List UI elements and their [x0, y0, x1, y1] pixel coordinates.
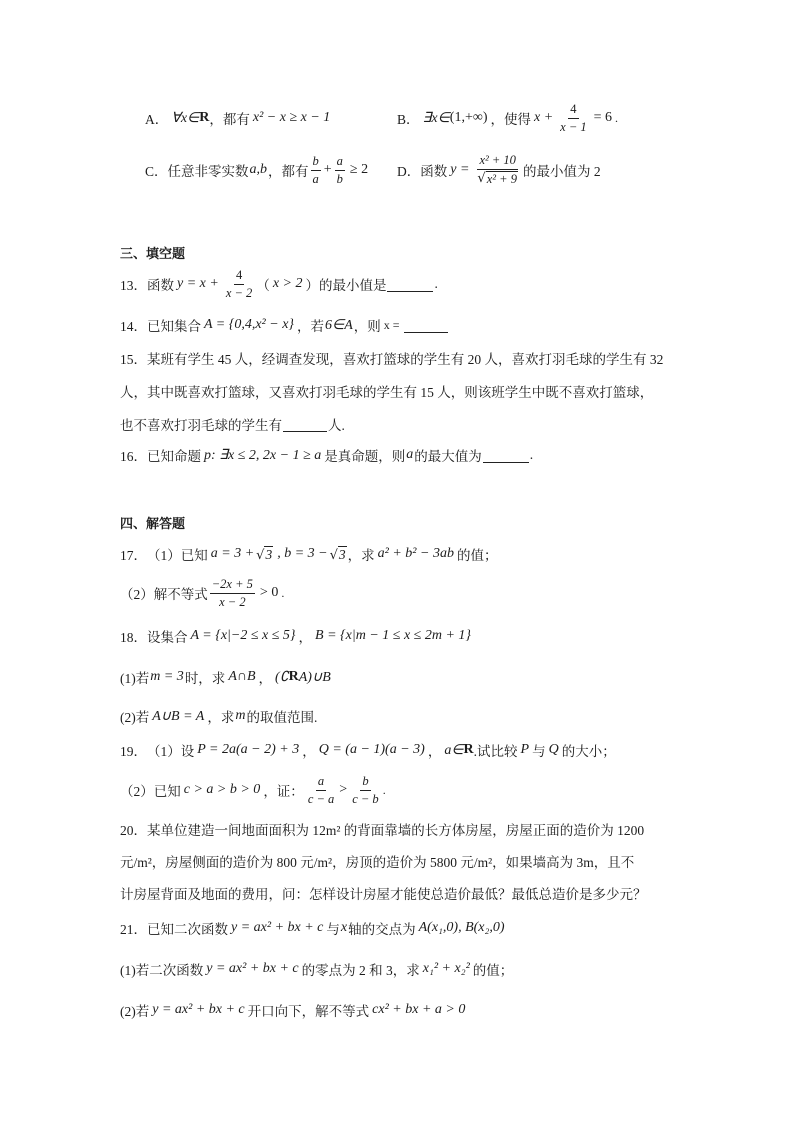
question-19-part-2	[120, 769, 386, 811]
question-21-number: 21．	[120, 922, 147, 937]
question-21-axis: x	[340, 920, 348, 935]
option-b-text: ，使得	[490, 112, 531, 127]
option-c-fraction-2-denominator: b	[336, 171, 343, 186]
sqrt-symbol: √	[477, 171, 486, 187]
option-d-label: D．	[397, 164, 421, 179]
question-17-numerator: −2x + 5	[210, 577, 255, 594]
option-c-vars: a,b	[249, 162, 268, 177]
question-17-sqrt-2	[330, 546, 347, 563]
question-17-part-1	[120, 539, 497, 569]
option-b-denominator: x − 1	[560, 119, 587, 134]
question-19-q: Q	[548, 742, 559, 757]
option-a-label: A．	[145, 112, 169, 127]
question-13-paren-close: ）	[305, 278, 319, 293]
question-17-radicand-1: 3	[265, 546, 273, 562]
question-18-part-2-condition: A∪B = A	[152, 708, 205, 724]
question-13-condition: x > 2	[272, 276, 303, 291]
option-d-text: 函数	[420, 164, 448, 179]
question-19-fraction-1-numerator: a	[316, 774, 326, 791]
option-a-inequality: x² − x ≥ x − 1	[252, 110, 331, 125]
question-18-part-2-text: ，求	[207, 710, 235, 725]
question-19-domain: a∈	[444, 742, 464, 758]
question-17-b-expression: , b = 3 −	[277, 546, 328, 561]
question-16-period: .	[529, 447, 534, 462]
question-21-part-2-label: (2)若	[120, 1004, 150, 1019]
question-21-text-3: 轴的交点为	[348, 922, 416, 937]
question-20-text-3: 计房屋背面及地面的费用，问：怎样设计房屋才能使总造价最低？最低总造价是多少元？	[120, 887, 647, 902]
question-19-q-expression: Q = (a − 1)(a − 3)	[318, 742, 425, 757]
question-19-fraction-2-numerator: b	[360, 774, 370, 791]
option-c-rhs: ≥ 2	[349, 162, 369, 177]
option-b	[397, 97, 618, 139]
question-19-text-2: 的大小；	[561, 744, 616, 759]
question-20-line-2	[120, 846, 634, 876]
question-18-part-1-text: 时，求	[184, 671, 226, 686]
question-15-line-1	[120, 343, 663, 373]
question-16-text-2: 是真命题，则	[324, 449, 406, 464]
question-15-text-2: 人，其中既喜欢打篮球，又喜欢打羽毛球的学生有 15 人，则该班学生中既不喜欢打篮球，	[120, 385, 654, 400]
question-20-line-1	[120, 814, 644, 844]
question-17-text: ，求	[347, 548, 375, 563]
option-d-lhs: y =	[450, 162, 470, 177]
question-16-number: 16．	[120, 449, 147, 464]
question-18-part-1-complement-open: (∁	[275, 669, 289, 685]
question-21-part-2-text: 开口向下，解不等式	[247, 1004, 370, 1019]
question-18-part-1-label: (1)若	[120, 671, 150, 686]
option-c-fraction-2-numerator: a	[335, 154, 345, 171]
question-17-radicand-2: 3	[338, 546, 346, 562]
question-21-points: A(x₁,0), B(x₂,0)	[418, 920, 505, 935]
option-b-interval: (1,+∞)	[449, 110, 488, 125]
question-18-part-1-comma: ，	[258, 671, 273, 686]
question-19-domain-set: R	[463, 742, 474, 757]
question-15-answer-blank	[283, 417, 327, 432]
question-15-text-3: 也不喜欢打羽毛球的学生有	[120, 418, 282, 433]
question-18-part-1-intersection: A∩B	[228, 669, 256, 684]
question-19-fraction-1	[306, 774, 336, 807]
question-17-part-2	[120, 572, 284, 614]
option-d-text-2: 的最小值为 2	[522, 164, 601, 179]
question-13-text-2: 的最小值是	[318, 278, 387, 293]
question-16-text-3: 的最大值为	[414, 449, 482, 464]
option-b-rhs: = 6	[593, 110, 613, 125]
question-14-set: A = {0,4,x² − x}	[204, 317, 295, 332]
option-a-text: ，都有	[209, 112, 250, 127]
question-17-denominator: x − 2	[219, 594, 246, 609]
option-d-radicand: x² + 9	[486, 172, 517, 186]
question-13-answer-blank	[387, 277, 433, 292]
option-b-numerator: 4	[568, 102, 578, 119]
question-19-comma-1: ，	[302, 744, 316, 759]
question-17-fraction	[210, 577, 255, 610]
question-19-fraction-2	[350, 774, 380, 807]
question-19-prove: ，证：	[263, 784, 304, 799]
question-19-and: 与	[532, 744, 546, 759]
question-19-part-1	[120, 735, 616, 765]
question-21-part-1-label: (1)若二次函数	[120, 963, 204, 978]
option-d-sqrt	[477, 171, 518, 187]
sqrt-symbol: √	[329, 547, 338, 563]
question-16-proposition: p: ∃x ≤ 2, 2x − 1 ≥ a	[204, 447, 322, 463]
question-19-greater-than: >	[339, 782, 348, 797]
question-16-text: 已知命题	[147, 449, 201, 464]
section-title-solutions	[120, 507, 185, 537]
question-19-comma-2: ，	[427, 744, 442, 759]
question-14-number: 14．	[120, 319, 147, 334]
question-21-text-2: 与	[326, 922, 340, 937]
question-18-set-b: B = {x|m − 1 ≤ x ≤ 2m + 1}	[315, 628, 472, 643]
option-a-set: R	[199, 110, 210, 125]
question-14-answer-blank	[404, 318, 448, 333]
question-17-a-expression: a = 3 +	[210, 546, 255, 561]
question-14-variable: x =	[383, 317, 400, 332]
question-21-part-2-inequality: cx² + bx + a > 0	[372, 1002, 466, 1017]
question-13	[120, 263, 438, 305]
question-21-part-1-text-2: 的值；	[472, 963, 514, 978]
option-c-fraction-1	[311, 154, 321, 187]
option-d-fraction	[474, 153, 521, 187]
question-17-period: .	[281, 585, 285, 600]
question-17-rhs: > 0	[259, 585, 279, 600]
option-c-plus: +	[323, 162, 332, 177]
question-21-part-1-expression: x₁² + x₂²	[422, 961, 470, 976]
section-title-solutions-text: 四、解答题	[120, 516, 186, 532]
question-18-part-2-label: (2)若	[120, 710, 150, 725]
question-16-variable: a	[406, 447, 414, 462]
sqrt-symbol: √	[256, 547, 265, 563]
question-14	[120, 310, 449, 340]
section-title-fill-in-text: 三、填空题	[120, 246, 186, 262]
question-21-part-2-function: y = ax² + bx + c	[152, 1002, 245, 1017]
question-13-period: .	[434, 276, 438, 291]
question-20-text-1: 20．某单位建造一间地面面积为 12m² 的背面靠墙的长方体房屋，房屋正面的造价为 1200	[120, 823, 645, 838]
question-18-part-2-variable: m	[235, 708, 246, 723]
question-17-number: 17．	[120, 548, 147, 563]
option-c-fraction-2	[335, 154, 345, 187]
option-c-text: 任意非零实数	[167, 164, 249, 179]
question-17-sqrt-1	[256, 546, 273, 563]
question-19-number: 19．	[120, 744, 147, 759]
question-21-text: 已知二次函数	[147, 922, 228, 937]
question-13-number: 13．	[120, 278, 147, 293]
question-19-p-expression: P = 2a(a − 2) + 3	[197, 742, 300, 757]
question-17-part-2-label: （2）解不等式	[120, 587, 208, 602]
question-21-part-1	[120, 954, 513, 984]
question-17-part-1-label: （1）已知	[147, 548, 208, 563]
option-d-denominator	[474, 170, 521, 187]
question-17-target-expression: a² + b² − 3ab	[377, 546, 454, 561]
question-15-line-2	[120, 376, 653, 406]
option-b-label: B．	[397, 112, 420, 127]
question-19-part-2-label: （2）已知	[120, 784, 181, 799]
question-18-part-1-complement-universe: R	[288, 669, 299, 684]
question-13-fraction	[224, 268, 254, 301]
question-18-part-2-text-2: 的取值范围.	[246, 710, 318, 725]
question-16	[120, 440, 533, 470]
option-b-period: .	[615, 110, 619, 125]
question-20-line-3	[120, 878, 647, 908]
question-19-part-1-label: （1）设	[147, 744, 195, 759]
question-21-function: y = ax² + bx + c	[231, 920, 324, 935]
question-14-text-2: ，若	[297, 319, 325, 334]
option-b-quantifier: ∃x∈	[422, 110, 450, 126]
option-c	[145, 149, 371, 191]
question-16-answer-blank	[483, 448, 529, 463]
option-a-quantifier: ∀x∈	[171, 110, 200, 126]
question-17-text-2: 的值；	[456, 548, 498, 563]
question-14-text: 已知集合	[147, 319, 201, 334]
question-15-text-1: 15．某班有学生 45 人，经调查发现，喜欢打篮球的学生有 20 人，喜欢打羽毛球的学生有 32	[120, 352, 664, 367]
question-18-part-1-condition: m = 3	[150, 669, 184, 684]
question-18-text: 设集合	[147, 630, 188, 645]
question-14-text-3: ，则	[353, 319, 381, 334]
question-19-period: .	[382, 782, 386, 797]
option-b-lhs: x +	[533, 110, 554, 125]
question-19-fraction-2-denominator: c − b	[352, 791, 379, 806]
question-21-part-1-text: 的零点为 2 和 3，求	[301, 963, 420, 978]
question-13-text: 函数	[147, 278, 174, 293]
question-18-number: 18．	[120, 630, 147, 645]
question-18-part-2	[120, 701, 317, 731]
question-21-part-2	[120, 995, 468, 1025]
question-19-p: P	[520, 742, 530, 757]
question-18-comma: ，	[298, 630, 313, 645]
question-15-line-3	[120, 409, 345, 439]
question-18-part-1	[120, 662, 334, 692]
option-d-numerator: x² + 10	[477, 153, 517, 170]
question-13-paren-open: （	[256, 278, 270, 293]
question-18-part-1-complement-close: A)∪B	[298, 669, 331, 685]
question-19-text: .试比较	[473, 744, 518, 759]
question-21-part-1-function: y = ax² + bx + c	[206, 961, 299, 976]
question-20-text-2: 元/m²，房屋侧面的造价为 800 元/m²，房顶的造价为 5800 元/m²，如果墙高为 3m，且不	[120, 855, 635, 870]
question-18	[120, 621, 474, 651]
option-c-fraction-1-numerator: b	[311, 154, 321, 171]
option-c-fraction-1-denominator: a	[312, 171, 319, 186]
option-c-text-2: ，都有	[268, 164, 309, 179]
question-18-set-a: A = {x|−2 ≤ x ≤ 5}	[190, 628, 296, 643]
question-14-condition: 6∈A	[325, 317, 353, 333]
question-13-denominator: x − 2	[225, 285, 253, 300]
option-c-label: C．	[145, 164, 168, 179]
question-13-lhs: y = x +	[177, 276, 219, 291]
option-d	[397, 149, 601, 191]
question-19-condition: c > a > b > 0	[183, 782, 261, 797]
option-a	[145, 103, 333, 133]
question-15-text-4: 人.	[328, 418, 345, 433]
option-b-fraction	[558, 102, 588, 135]
question-13-numerator: 4	[234, 268, 244, 285]
question-21	[120, 913, 508, 943]
question-19-fraction-1-denominator: c − a	[307, 791, 335, 806]
